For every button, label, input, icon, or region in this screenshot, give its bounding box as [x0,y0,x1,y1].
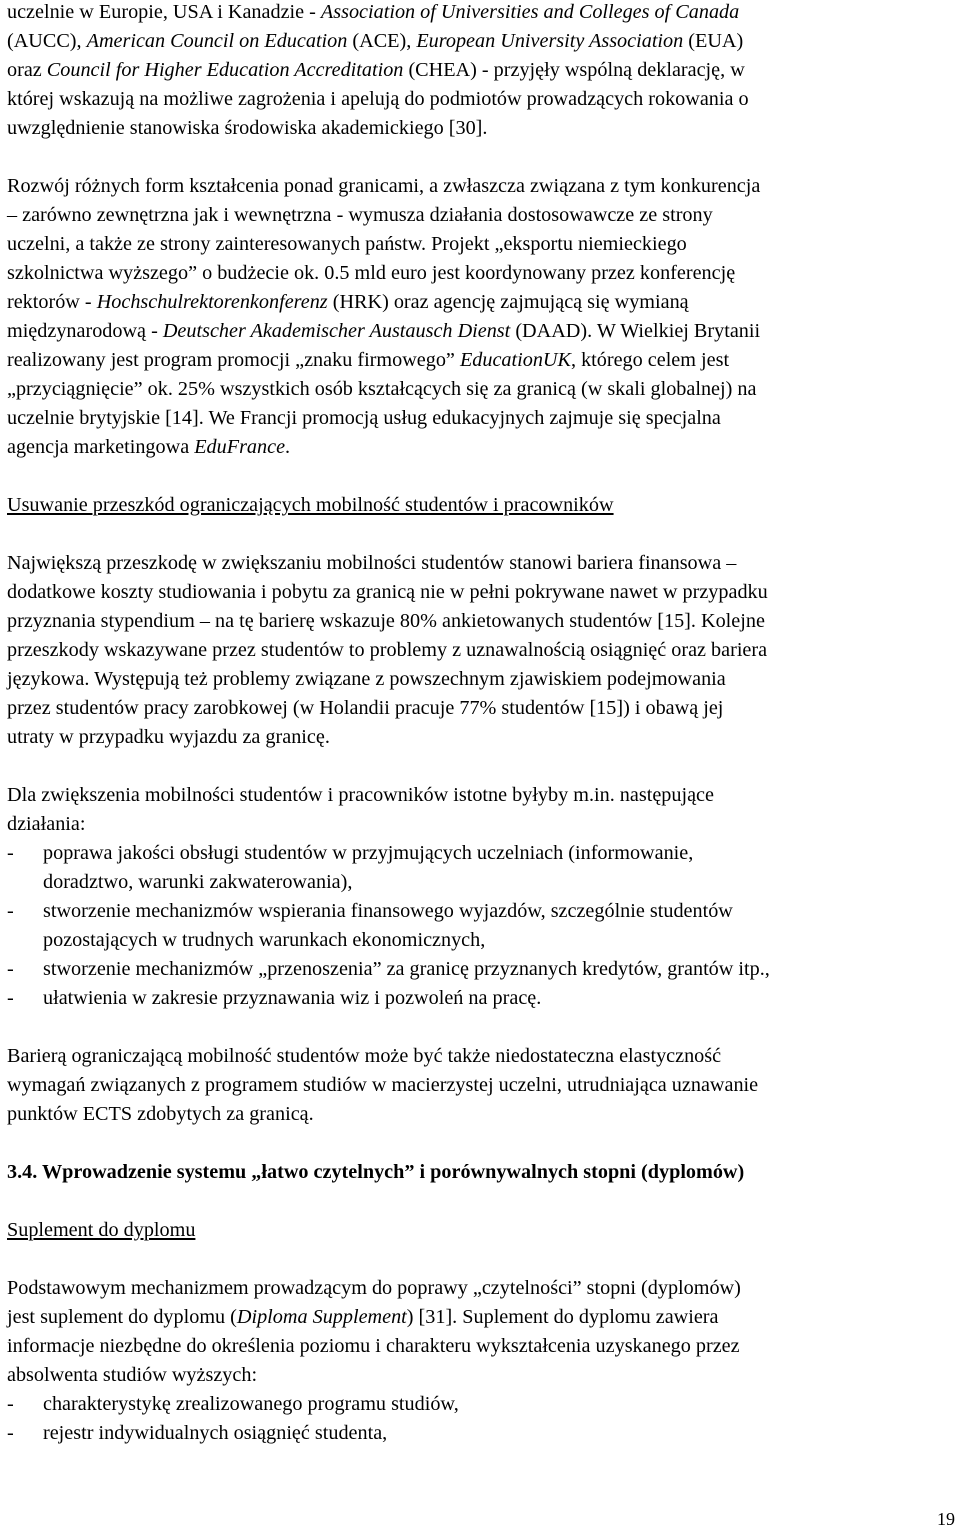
text-line [43,897,955,926]
text-run: uwzględnienie stanowiska środowiska akademickiego [30]. [7,117,488,139]
italic-term: EduFrance [194,436,286,458]
text-run: doradztwo, warunki zakwaterowania), [43,871,353,893]
italic-term: Hochschulrektorenkonferenz [96,291,328,313]
text-run: (ACE), [347,30,417,52]
section-heading-readable-degrees: 3.4. Wprowadzenie systemu „łatwo czytelnych” i porównywalnych stopni (dyplomów) [7,1161,745,1183]
text-line [7,27,955,56]
page-number: 19 [937,1509,955,1529]
text-line [7,346,955,375]
text-run: . [285,436,291,458]
text-line [43,984,955,1013]
text-line [7,607,955,636]
italic-term: Diploma Supplement [236,1306,407,1328]
text-run: – zarówno zewnętrzna jak i wewnętrzna - wymusza działania dostosowawcze ze strony [7,204,713,226]
text-line [43,839,955,868]
italic-term: European University Association [416,30,684,52]
text-run: przez studentów pracy zarobkowej (w Holandii pracuje 77% studentów [15]) i obawą jej [7,697,724,719]
text-run: ułatwienia w zakresie przyznawania wiz i pozwoleń na pracę. [43,987,542,1009]
text-run: uczelni, a także ze strony zainteresowanych państw. Projekt „eksportu niemieckiego [7,233,687,255]
text-run: szkolnictwa wyższego” o budżecie ok. 0.5 mld euro jest koordynowany przez konferencję [7,262,736,284]
italic-term: American Council on Education [86,30,348,52]
text-run: działania: [7,813,86,835]
text-run: językowa. Występują też problemy związane z powszechnym zjawiskiem podejmowania [7,668,726,690]
text-line [7,201,955,230]
text-run: międzynarodową - [7,320,163,342]
list-item [7,897,955,955]
text-run: oraz [7,59,47,81]
text-run: Barierą ograniczającą mobilność studentów może być także niedostateczna elastyczność [7,1045,722,1067]
text-line [43,868,955,897]
text-line [7,404,955,433]
text-line [7,1071,955,1100]
text-run: (DAAD). W Wielkiej Brytanii [510,320,761,342]
text-line [7,259,955,288]
text-run: „przyciągnięcie” ok. 25% wszystkich osób kształcących się za granicą (w skali globalnej) na [7,378,757,400]
text-run: Rozwój różnych form kształcenia ponad granicami, a zwłaszcza związana z tym konkurencja [7,175,761,197]
list-item [7,1419,955,1448]
text-line [43,1419,955,1448]
list-item [7,955,955,984]
text-run: charakterystykę zrealizowanego programu studiów, [43,1393,459,1415]
text-run: Dla zwiększenia mobilności studentów i pracowników istotne byłyby m.in. następujące [7,784,714,806]
text-run: uczelnie brytyjskie [14]. We Francji promocją usług edukacyjnych zajmuje się specjalna [7,407,721,429]
text-run: absolwenta studiów wyższych: [7,1364,258,1386]
italic-term: EducationUK [459,349,571,371]
text-line [7,781,955,810]
text-line [7,230,955,259]
text-line [7,1303,955,1332]
paragraph-cross-border-education [7,172,955,462]
italic-term: Council for Higher Education Accreditation [46,59,404,81]
text-line [7,665,955,694]
text-run: , którego celem jest [570,349,730,371]
paragraph-mobility-actions-intro [7,781,955,839]
text-run: wymagań związanych z programem studiów w macierzystej uczelni, utrudniająca uznawanie [7,1074,759,1096]
paragraph-financial-barrier [7,549,955,752]
text-run: uczelnie w Europie, USA i Kanadzie - [7,1,321,23]
text-line [7,636,955,665]
text-line [7,288,955,317]
list-supplement-contents [7,1390,955,1448]
text-line [7,375,955,404]
text-run: utraty w przypadku wyjazdu za granicę. [7,726,330,748]
text-run: poprawa jakości obsługi studentów w przyjmujących uczelniach (informowanie, [43,842,694,864]
section-heading-mobility-barriers [7,491,955,520]
text-line [7,1332,955,1361]
subsection-heading-text: Suplement do dyplomu [7,1219,196,1241]
page-content [7,0,955,1448]
text-line [43,1390,955,1419]
text-run: realizowany jest program promocji „znaku firmowego” [7,349,460,371]
text-line [43,955,955,984]
text-line [7,1042,955,1071]
text-run: agencja marketingowa [7,436,195,458]
text-run: (AUCC), [7,30,87,52]
subsection-heading-diploma-supplement [7,1216,955,1245]
text-run: przyznania stypendium – na tę barierę wskazuje 80% ankietowanych studentów [15]. Kolejne [7,610,765,632]
paragraph-diploma-supplement [7,1274,955,1390]
text-run: ) [31]. Suplement do dyplomu zawiera [406,1306,719,1328]
text-line [7,114,955,143]
text-run: przeszkody wskazywane przez studentów to problemy z uznawalnością osiągnięć oraz bariera [7,639,768,661]
text-run: rejestr indywidualnych osiągnięć studenta, [43,1422,388,1444]
text-run: stworzenie mechanizmów wspierania finansowego wyjazdów, szczególnie studentów [43,900,733,922]
text-run: punktów ECTS zdobytych za granicą. [7,1103,314,1125]
text-run: stworzenie mechanizmów „przenoszenia” za granicę przyznanych kredytów, grantów itp., [43,958,770,980]
text-line [7,810,955,839]
text-line [7,433,955,462]
paragraph-universities-declaration [7,0,955,143]
text-run: informacje niezbędne do określenia poziomu i charakteru wykształcenia uzyskanego przez [7,1335,740,1357]
italic-term: Association of Universities and Colleges of Canada [320,1,740,23]
text-run: rektorów - [7,291,97,313]
text-line [7,56,955,85]
text-line [7,578,955,607]
text-line [7,317,955,346]
text-line [7,1361,955,1390]
italic-term: Deutscher Akademischer Austausch Dienst [162,320,511,342]
text-run: (HRK) oraz agencję zajmującą się wymianą [327,291,689,313]
text-line [7,0,955,27]
list-item [7,984,955,1013]
text-run: (CHEA) - przyjęły wspólną deklarację, w [403,59,745,81]
text-line [7,85,955,114]
text-line [7,172,955,201]
list-item [7,1390,955,1419]
text-line [7,549,955,578]
section-heading-text: Usuwanie przeszkód ograniczających mobilność studentów i pracowników [7,494,614,516]
list-mobility-actions [7,839,955,1013]
list-item [7,839,955,897]
text-run: jest suplement do dyplomu ( [7,1306,237,1328]
text-line [7,1274,955,1303]
text-run: Podstawowym mechanizmem prowadzącym do poprawy „czytelności” stopni (dyplomów) [7,1277,741,1299]
text-line [7,694,955,723]
text-run: Największą przeszkodę w zwiększaniu mobilności studentów stanowi bariera finansowa – [7,552,737,574]
text-line [7,1100,955,1129]
text-line [43,926,955,955]
text-run: (EUA) [683,30,744,52]
text-run: której wskazują na możliwe zagrożenia i apelują do podmiotów prowadzących rokowania o [7,88,749,110]
text-line [7,723,955,752]
paragraph-flexibility-barrier [7,1042,955,1129]
text-run: dodatkowe koszty studiowania i pobytu za granicą nie w pełni pokrywane nawet w przypadku [7,581,768,603]
text-run: pozostających w trudnych warunkach ekonomicznych, [43,929,486,951]
